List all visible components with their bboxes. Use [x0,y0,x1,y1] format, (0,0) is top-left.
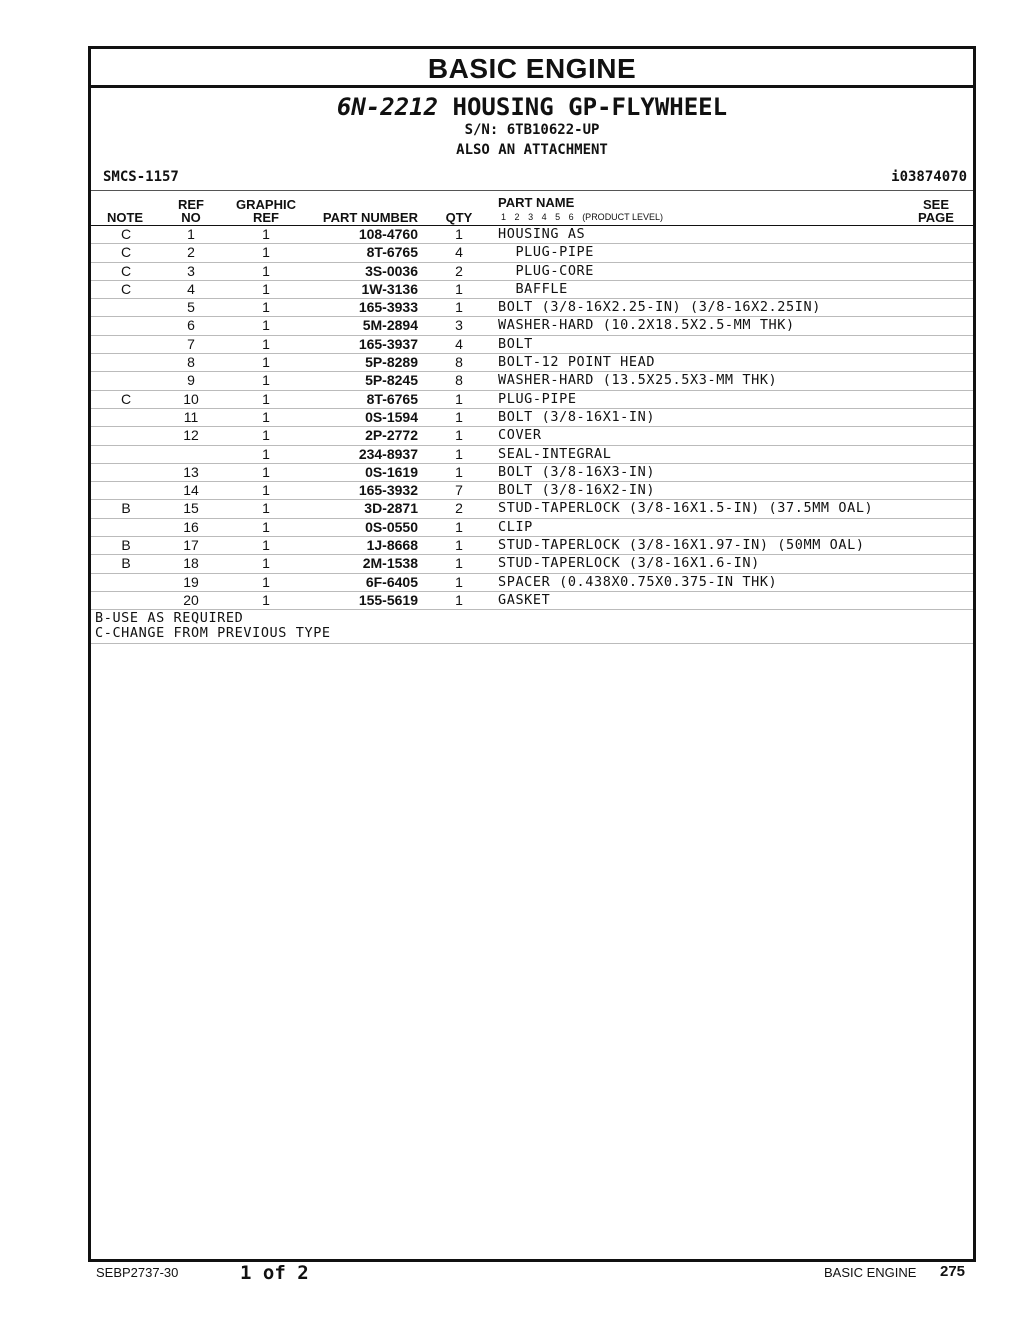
table-row [91,446,973,464]
row-part-name: BOLT (3/8-16X1-IN) [498,408,656,425]
row-graphic-ref: 1 [262,390,270,407]
row-ref-no: 20 [183,591,199,608]
row-graphic-ref: 1 [262,354,270,371]
row-ref-no: 19 [183,573,199,590]
row-qty: 3 [455,317,463,334]
row-graphic-ref: 1 [262,372,270,389]
table-row [91,500,973,518]
table-row [91,263,973,281]
row-ref-no: 6 [187,317,195,334]
col-header-qty: QTY [445,210,473,225]
row-graphic-ref: 1 [262,463,270,480]
col-header-graphic-ref: GRAPHIC REF [236,197,296,225]
row-ref-no: 7 [187,335,195,352]
illustration-id: i03874070 [891,169,967,185]
row-graphic-ref: 1 [262,591,270,608]
row-part-number[interactable]: 1W-3136 [361,280,418,297]
row-ref-no: 5 [187,299,195,316]
row-graphic-ref: 1 [262,244,270,261]
notes-block [95,611,331,641]
row-qty: 7 [455,482,463,499]
row-note: B [121,537,131,554]
row-ref-no: 18 [183,555,199,572]
row-part-number[interactable]: 0S-1619 [365,463,418,480]
row-ref-no: 3 [187,262,195,279]
row-part-number[interactable]: 3D-2871 [364,500,418,517]
table-row [91,244,973,262]
parts-table [91,226,973,610]
row-qty: 1 [455,518,463,535]
group-name: HOUSING GP-FLYWHEEL [452,93,728,121]
row-ref-no: 13 [183,463,199,480]
note-c: C-CHANGE FROM PREVIOUS TYPE [95,625,331,641]
row-part-name: PLUG-CORE [498,262,595,279]
row-part-number[interactable]: 165-3932 [358,482,418,499]
row-part-number[interactable]: 2P-2772 [365,427,418,444]
row-qty: 1 [455,427,463,444]
row-part-number[interactable]: 1J-8668 [366,537,418,554]
footer-page-number: 275 [940,1263,966,1280]
row-part-name: BAFFLE [498,280,568,297]
row-part-number[interactable]: 0S-1594 [365,408,418,425]
row-ref-no: 12 [183,427,199,444]
row-qty: 1 [455,555,463,572]
row-part-number[interactable]: 5P-8245 [365,372,418,389]
row-qty: 1 [455,226,463,242]
col-header-part-number: PART NUMBER [322,210,418,225]
row-qty: 1 [455,445,463,462]
row-ref-no: 9 [187,372,195,389]
row-part-name: BOLT (3/8-16X3-IN) [498,463,656,480]
col-header-see-page: SEE PAGE [918,197,954,225]
parts-page-frame [88,46,976,1262]
row-graphic-ref: 1 [262,299,270,316]
row-graphic-ref: 1 [262,427,270,444]
table-row [91,555,973,573]
header-top-rule [91,190,973,191]
row-qty: 8 [455,372,463,389]
row-note: C [120,262,132,279]
row-part-name: SEAL-INTEGRAL [498,445,612,462]
row-part-name: HOUSING AS [498,226,586,242]
row-graphic-ref: 1 [262,555,270,572]
attachment-note: ALSO AN ATTACHMENT [456,142,608,158]
row-part-number[interactable]: 165-3933 [358,299,418,316]
row-ref-no: 2 [187,244,195,261]
notes-rule [91,643,973,644]
row-part-name: STUD-TAPERLOCK (3/8-16X1.6-IN) [498,555,760,572]
row-part-number[interactable]: 5P-8289 [365,354,418,371]
row-ref-no: 16 [183,518,199,535]
row-note: C [120,244,132,261]
row-note: C [120,390,132,407]
row-graphic-ref: 1 [262,573,270,590]
row-note: B [121,500,131,517]
table-row [91,482,973,500]
row-qty: 2 [455,500,463,517]
row-ref-no: 11 [183,408,199,425]
row-graphic-ref: 1 [262,445,270,462]
row-qty: 1 [455,390,463,407]
row-graphic-ref: 1 [262,280,270,297]
row-part-name: GASKET [498,591,551,608]
row-ref-no: 15 [183,500,199,517]
row-qty: 4 [455,244,463,261]
row-graphic-ref: 1 [262,482,270,499]
row-qty: 1 [455,463,463,480]
row-graphic-ref: 1 [262,317,270,334]
row-part-name: SPACER (0.438X0.75X0.375-IN THK) [498,573,778,590]
row-ref-no: 4 [187,280,195,297]
table-row [91,391,973,409]
row-part-number[interactable]: 3S-0036 [365,262,418,279]
row-qty: 1 [455,299,463,316]
row-part-name: STUD-TAPERLOCK (3/8-16X1.97-IN) (50MM OAL) [498,537,865,554]
row-part-number[interactable]: 8T-6765 [366,244,418,261]
row-part-name: CLIP [498,518,533,535]
group-title [91,93,973,121]
row-graphic-ref: 1 [262,226,270,242]
product-level-indicator: 1 2 3 4 5 6 (PRODUCT LEVEL) [501,212,664,222]
row-ref-no: 14 [183,482,199,499]
row-ref-no: 1 [187,226,195,242]
table-row [91,464,973,482]
section-banner: BASIC ENGINE [91,49,973,88]
row-graphic-ref: 1 [262,408,270,425]
row-qty: 1 [455,408,463,425]
table-row [91,354,973,372]
row-part-number[interactable]: 234-8937 [358,445,418,462]
row-ref-no: 10 [183,390,199,407]
row-part-name: STUD-TAPERLOCK (3/8-16X1.5-IN) (37.5MM OAL) [498,500,874,517]
table-row [91,519,973,537]
smcs-code: SMCS-1157 [103,169,179,185]
row-part-name: BOLT [498,335,533,352]
table-row [91,317,973,335]
row-qty: 1 [455,280,463,297]
row-part-name: BOLT (3/8-16X2-IN) [498,482,656,499]
row-qty: 4 [455,335,463,352]
row-graphic-ref: 1 [262,262,270,279]
group-part-number[interactable]: 6N-2212 [336,93,439,121]
row-part-number[interactable]: 2M-1538 [362,555,418,572]
row-graphic-ref: 1 [262,537,270,554]
row-qty: 1 [455,537,463,554]
table-row [91,281,973,299]
row-part-name: WASHER-HARD (10.2X18.5X2.5-MM THK) [498,317,795,334]
col-header-part-name: PART NAME [498,195,575,210]
row-note: C [120,280,132,297]
serial-range: S/N: 6TB10622-UP [464,122,600,138]
row-part-number[interactable]: 6F-6405 [365,573,418,590]
row-graphic-ref: 1 [262,335,270,352]
footer-page-of: 1 of 2 [240,1262,309,1284]
row-part-name: PLUG-PIPE [498,244,595,261]
row-part-number[interactable]: 5M-2894 [362,317,418,334]
row-ref-no: 17 [183,537,199,554]
row-part-number[interactable]: 165-3937 [358,335,418,352]
footer-doc-id: SEBP2737-30 [96,1265,179,1280]
row-note: B [121,555,131,572]
row-part-number[interactable]: 155-5619 [358,591,418,608]
row-part-name: BOLT-12 POINT HEAD [498,354,656,371]
row-qty: 1 [455,573,463,590]
table-row [91,574,973,592]
row-part-number[interactable]: 8T-6765 [366,390,418,407]
row-part-name: COVER [498,427,542,444]
note-b: B-USE AS REQUIRED [95,610,244,626]
row-qty: 2 [455,262,463,279]
col-header-ref-no: REF NO [178,197,204,225]
row-graphic-ref: 1 [262,518,270,535]
table-row [91,299,973,317]
table-row [91,226,973,244]
table-row [91,409,973,427]
row-qty: 1 [455,591,463,608]
row-part-name: BOLT (3/8-16X2.25-IN) (3/8-16X2.25IN) [498,299,821,316]
row-part-number[interactable]: 108-4760 [358,226,418,242]
row-part-number[interactable]: 0S-0550 [365,518,418,535]
row-ref-no: 8 [187,354,195,371]
footer-section: BASIC ENGINE [824,1265,917,1280]
table-row [91,372,973,390]
row-part-name: PLUG-PIPE [498,390,577,407]
row-note: C [120,226,132,242]
row-qty: 8 [455,354,463,371]
table-row [91,427,973,445]
table-row [91,336,973,354]
table-row [91,537,973,555]
row-graphic-ref: 1 [262,500,270,517]
col-header-note: NOTE [106,210,144,225]
table-row [91,592,973,610]
row-part-name: WASHER-HARD (13.5X25.5X3-MM THK) [498,372,778,389]
